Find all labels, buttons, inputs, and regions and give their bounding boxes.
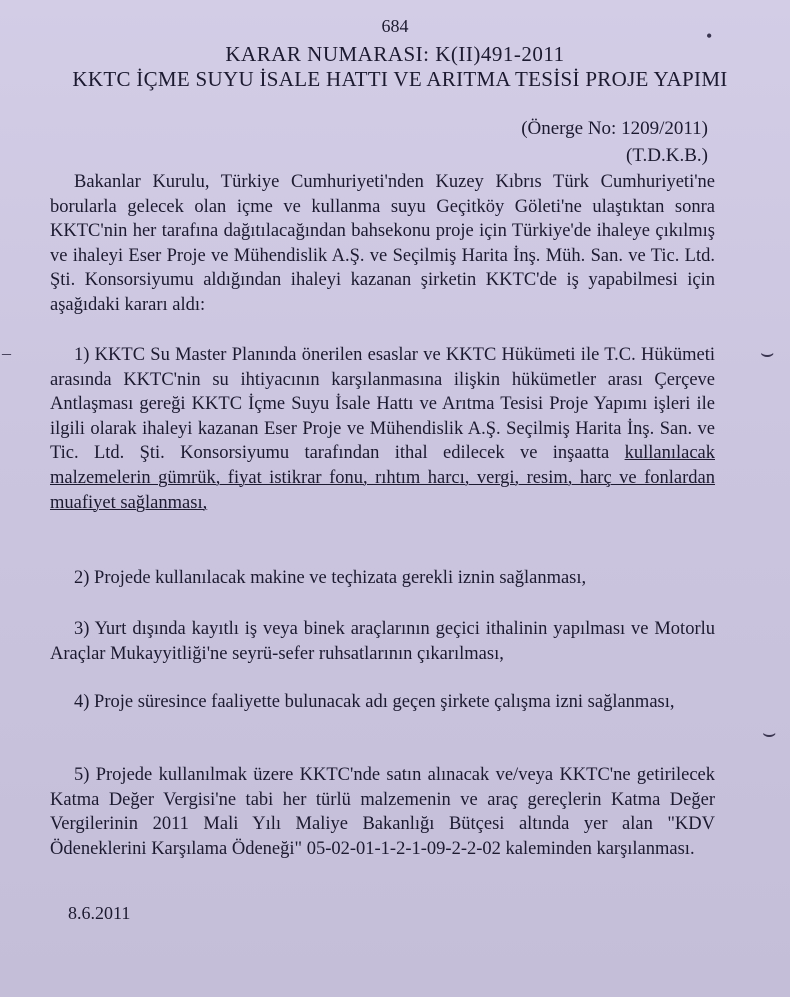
ink-speck-mark: • (706, 26, 713, 46)
margin-mark: ⌣ (760, 340, 775, 365)
decision-item-1-text: 1) KKTC Su Master Planında önerilen esaslar ve KKTC Hükümeti ile T.C. Hükümeti arasında KKTC'nin su ihtiyacının karşılanmasına ilişkin hükümetler arası Çerçeve Antlaşması gereği KKTC İçme Suyu İsale Hattı ve Arıtma Tesisi Proje Yapımı işleri ile ilgili olarak ihaleyi kazanan Eser Proje ve Mühendislik A.Ş. Seçilmiş Harita İnş. San. ve Tic. Ltd. Şti. Konsorsiyumu tarafından ithal edilecek ve inşaatta (50, 345, 715, 464)
decision-item-5: 5) Projede kullanılmak üzere KKTC'nde satın alınacak ve/veya KKTC'ne getirilecek Katma Değer Vergisi'ne tabi her türlü malzemenin ve araç gereçlerin Katma Değer Vergilerinin 2011 Mali Yılı Maliye Bakanlığı Bütçesi altında yer alan "KDV Ödeneklerini Karşılama Ödeneği" 05-02-01-1-2-1-09-2-2-02 kaleminden karşılanması. (50, 765, 715, 859)
decision-item-3: 3) Yurt dışında kayıtlı iş veya binek araçlarının geçici ithalinin yapılması ve Motorlu Araçlar Mukayyitliği'ne seyrü-sefer ruhsatlarının çıkarılması, (50, 619, 715, 664)
decision-number-title: KARAR NUMARASI: K(II)491-2011 (225, 42, 565, 66)
margin-mark-lower: ⌣ (762, 720, 777, 745)
decision-subject-title: KKTC İÇME SUYU İSALE HATTI VE ARITMA TESİSİ PROJE YAPIMI (72, 67, 728, 91)
decision-item-2: 2) Projede kullanılacak makine ve teçhizata gerekli iznin sağlanması, (74, 568, 587, 588)
committee-ref: (T.D.K.B.) (626, 145, 708, 166)
page-number: 684 (381, 16, 409, 36)
decision-item-1 (50, 343, 715, 515)
intro-paragraph: Bakanlar Kurulu, Türkiye Cumhuriyeti'nden Kuzey Kıbrıs Türk Cumhuriyeti'ne borularla gelecek olan içme ve kullanma suyu Geçitköy Göleti'ne ulaştıktan sonra KKTC'nin her tarafına dağıtılacağından bahsekonu proje için Türkiye'de ihaleye çıkılmış ve ihaleyi Eser Proje ve Mühendislik A.Ş. ve Seçilmiş Harita İnş. Müh. San. ve Tic. Ltd. Şti. Konsorsiyumu aldığından ihaleyi kazanan şirketin KKTC'de iş yapabilmesi için aşağıdaki kararı aldı: (50, 172, 715, 315)
decision-item-1-underlined-text: kullanılacak malzemelerin gümrük, fiyat istikrar fonu, rıhtım harcı, vergi, resim, harç ve fonlardan muafiyet sağlanması, (50, 443, 715, 513)
decision-date: 8.6.2011 (68, 903, 131, 923)
margin-dash-mark: – (2, 343, 11, 363)
decision-item-4: 4) Proje süresince faaliyette bulunacak adı geçen şirkete çalışma izni sağlanması, (74, 692, 675, 712)
motion-number: (Önerge No: 1209/2011) (521, 118, 708, 139)
